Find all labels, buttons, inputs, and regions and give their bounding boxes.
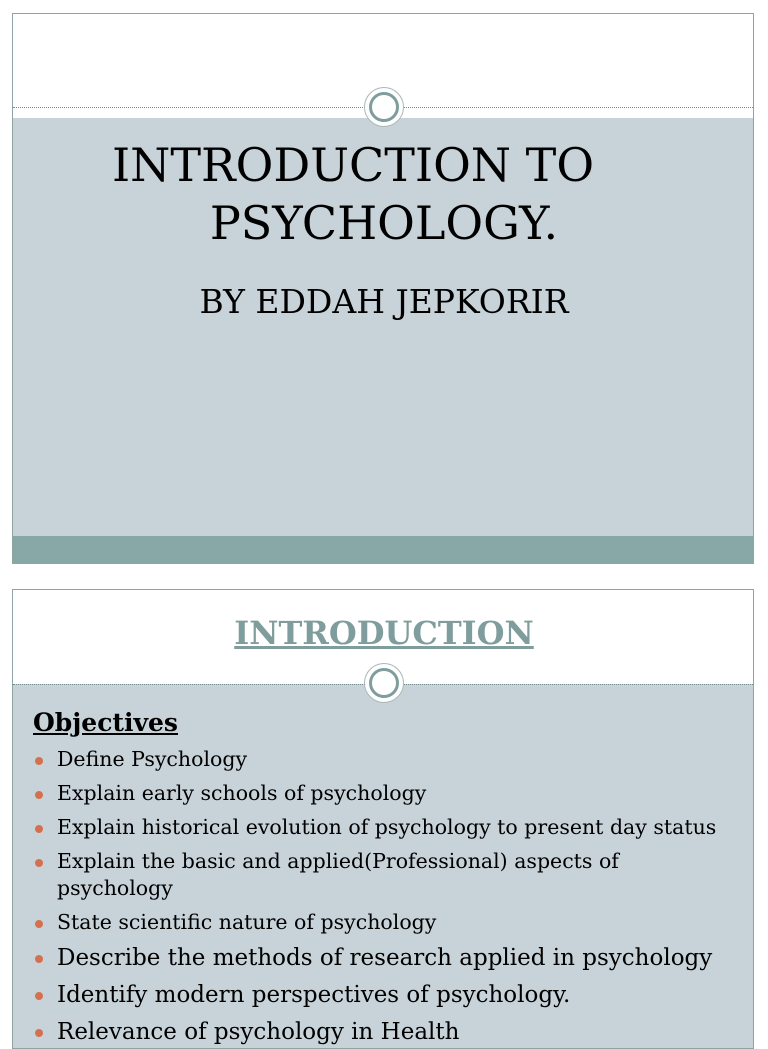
bullet-icon xyxy=(35,920,43,928)
list-item-text: Explain the basic and applied(Professional) aspects of psychology xyxy=(57,849,619,900)
slide-footer-bar xyxy=(13,536,753,563)
list-item-text: Identify modern perspectives of psychology. xyxy=(57,982,571,1008)
objectives-list xyxy=(33,746,733,1049)
list-item xyxy=(33,746,733,773)
bullet-icon xyxy=(35,859,43,867)
slide-author: BY EDDAH JEPKORIR xyxy=(199,282,569,321)
list-item-text: Describe the methods of research applied in psychology xyxy=(57,945,713,971)
list-item xyxy=(33,814,733,841)
list-item xyxy=(33,780,733,807)
slide-title: INTRODUCTION xyxy=(234,614,534,652)
title-slide xyxy=(12,13,754,564)
list-item-text: State scientific nature of psychology xyxy=(57,910,437,934)
slide-title-line-1: INTRODUCTION TO xyxy=(111,138,595,192)
list-item xyxy=(33,848,733,902)
ring-ornament-icon xyxy=(364,87,404,127)
list-item xyxy=(33,1017,733,1047)
slide-title xyxy=(13,136,754,252)
bullet-icon xyxy=(35,955,43,963)
introduction-slide xyxy=(12,589,754,1049)
list-item xyxy=(33,943,733,973)
bullet-icon xyxy=(35,825,43,833)
list-item xyxy=(33,980,733,1010)
ring-ornament-icon xyxy=(364,663,404,703)
list-item-text: Relevance of psychology in Health xyxy=(57,1019,460,1045)
list-item-text: Define Psychology xyxy=(57,747,248,771)
objectives-heading: Objectives xyxy=(33,708,178,737)
slide-title-line-2: PSYCHOLOGY. xyxy=(209,196,559,250)
bullet-icon xyxy=(35,1029,43,1037)
list-item xyxy=(33,909,733,936)
list-item-text: Explain early schools of psychology xyxy=(57,781,427,805)
bullet-icon xyxy=(35,757,43,765)
bullet-icon xyxy=(35,992,43,1000)
bullet-icon xyxy=(35,791,43,799)
list-item-text: Explain historical evolution of psychology to present day status xyxy=(57,815,717,839)
